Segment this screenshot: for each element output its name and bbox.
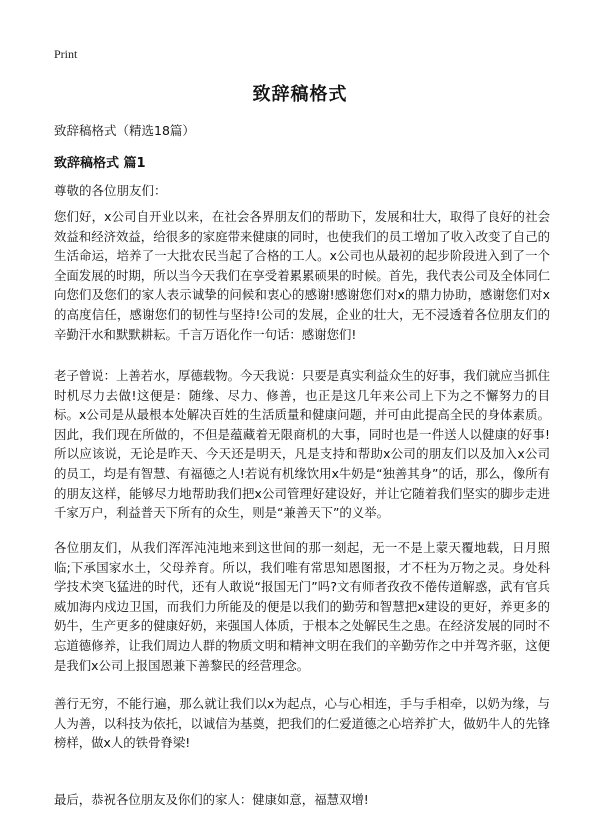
paragraph: 您们好，x公司自开业以来，在社会各界朋友们的帮助下，发展和壮大，取得了良好的社会效益和经济效益，给很多的家庭带来健康的同时，也使我们的员工增加了收入改变了自己的生活命运，培养了一大批农民当起了合格的工人。x公司也从最初的起步阶段进入到了一个全面发展的时期，所以当今天我们在享受着累累硕果的时候。首先，我代表公司及全体同仁向您们及您们的家人表示诚挚的问候和衷心的感谢!感谢您们对x的鼎力协助，感谢您们对x的高度信任，感谢您们的韧性与坚持!公司的发展，企业的壮大，无不浸透着各位朋友们的辛勤汗水和默默耕耘。千言万语化作一句话：感谢您们! — [54, 209, 550, 342]
document-subtitle: 致辞稿格式（精选18篇） — [54, 123, 195, 138]
closing-paragraph: 最后，恭祝各位朋友及你们的家人：健康如意，福慧双增! — [54, 792, 369, 807]
print-link[interactable]: Print — [54, 47, 78, 61]
page-title: 致辞稿格式 — [252, 84, 348, 105]
paragraph: 老子曾说：上善若水，厚德载物。今天我说：只要是真实利益众生的好事，我们就应当抓住时机尽力去做!这便是：随缘、尽力、修善，也正是这几年来公司上下为之不懈努力的目标。x公司是从最根本处解决百姓的生活质量和健康问题，并可由此提高全民的身体素质。因此，我们现在所做的，不但是蕴藏着无限商机的大事，同时也是一件送人以健康的好事!所以应该说，无论是昨天、今天还是明天，凡是支持和帮助x公司的朋友们以及加入x公司的员工，均是有智慧、有福德之人!若说有机缘饮用x牛奶是“独善其身”的话，那么，像所有的朋友这样，能够尽力地帮助我们把x公司管理好建设好，并让它随着我们坚实的脚步走进千家万户，利益普天下所有的众生，则是“兼善天下”的义举。 — [54, 368, 550, 521]
salutation: 尊敬的各位朋友们： — [54, 183, 167, 198]
section-heading: 致辞稿格式 篇1 — [54, 156, 146, 171]
paragraph: 各位朋友们，从我们浑浑沌沌地来到这世间的那一刻起，无一不是上蒙天覆地载，日月照临;下承国家水土，父母养育。所以，我们唯有常思知恩图报，才不枉为万物之灵。身处科学技术突飞猛进的时代，还有人敢说“报国无门”吗?文有师者孜孜不倦传道解惑，武有官兵威加海内戍边卫国，而我们力所能及的便是以我们的勤劳和智慧把x建设的更好，养更多的奶牛，生产更多的健康好奶，来强国人体质，于根本之处解民生之患。在经济发展的同时不忘道德修养，让我们周边人群的物质文明和精神文明在我们的辛勤劳作之中并驾齐驱，这便是我们x公司上报国恩兼下善黎民的经营理念。 — [54, 540, 550, 673]
paragraph: 善行无穷，不能行遍，那么就让我们以x为起点，心与心相连，手与手相牵，以奶为缘，与人为善，以科技为依托，以诚信为基奠，把我们的仁爱道德之心培养扩大，做奶牛人的先锋榜样，做x人的铁骨脊梁! — [54, 696, 550, 751]
